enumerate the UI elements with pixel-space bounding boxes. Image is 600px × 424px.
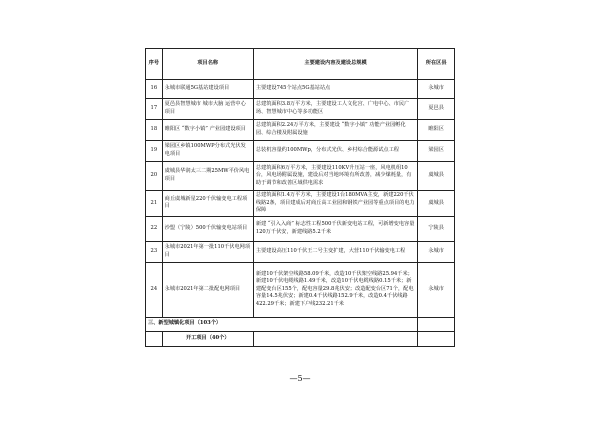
subsection-empty-cell [146, 331, 163, 346]
row-desc: 总建筑面积2.24万平方米，主要建设 “数字小镇” 功能产业园孵化园、综合楼及附属设施 [253, 120, 418, 141]
row-area: 夏邑县 [418, 99, 455, 120]
section-empty-cell [418, 317, 455, 331]
row-name: 夏邑县智慧城市 城市大脑 运营中心项目 [162, 99, 253, 120]
row-no: 17 [146, 99, 163, 120]
subsection-title: 开工项目（40个） [162, 331, 253, 346]
subsection-empty-cell [418, 331, 455, 346]
header-desc: 主要建设内容及建设总规模 [253, 49, 418, 80]
row-no: 19 [146, 141, 163, 162]
subsection-row [146, 331, 455, 346]
row-desc: 新建 “引入入商” 标志性工程500千伏新变电站工程，可新增变电容量120万千伏安，新建线路5.2千米 [253, 216, 418, 241]
row-name: 永城市2021年第二批配电网项目 [162, 262, 253, 317]
row-no: 23 [146, 241, 163, 262]
page-number: —5— [289, 374, 311, 383]
row-no: 16 [146, 80, 163, 99]
table-row [146, 80, 455, 99]
row-name: 永城市联通5G基站建设项目 [162, 80, 253, 99]
project-table [145, 48, 455, 347]
row-name: 商丘虞城新星220千伏输变电工程项目 [162, 191, 253, 217]
table-row [146, 141, 455, 162]
row-area: 虞城县 [418, 162, 455, 191]
row-desc: 主要建设高压110千伏王二号主变扩建，大营110千伏输变电工程 [253, 241, 418, 262]
row-no: 20 [146, 162, 163, 191]
row-desc: 总装机容量约100MWp，分布式光伏、乡村综合能源试点工程 [253, 141, 418, 162]
row-desc: 总建筑面积6万平方米，主要建设110KV升压站一座，风电机组10台，风电场附属设施，建设后对当地环境有所改善，减少煤耗量，有助于调节和改善区域供电需求 [253, 162, 418, 191]
row-desc: 主要建设745个站点5G基站站点 [253, 80, 418, 99]
header-name: 项目名称 [162, 49, 253, 80]
header-area: 所在区县 [418, 49, 455, 80]
table-row [146, 120, 455, 141]
table-row [146, 216, 455, 241]
row-name: 沙盟（宁陵）500千伏输变电站项目 [162, 216, 253, 241]
table-row [146, 262, 455, 317]
row-no: 18 [146, 120, 163, 141]
row-no: 21 [146, 191, 163, 217]
section-title: 三、新型城镇化项目（103个） [146, 317, 418, 331]
row-name: 永城市2021年第一批110千伏电网项目 [162, 241, 253, 262]
row-area: 虞城县 [418, 191, 455, 217]
row-area: 睢阳区 [418, 120, 455, 141]
table-row [146, 241, 455, 262]
section-row [146, 317, 455, 331]
subsection-empty-cell [253, 331, 418, 346]
row-name: 虞城县华润太三二期25MW平价风电项目 [162, 162, 253, 191]
row-name: 梁园区乡镇100MWP分布式光伏发电项目 [162, 141, 253, 162]
row-area: 永城市 [418, 80, 455, 99]
row-desc: 总建筑面积1.4万平方米，主要建设1台180MVA主变，新建220千伏线路2条，项目建成后对商丘高工业园和钢铁产业园等重点项目的电力保障 [253, 191, 418, 217]
header-no: 序号 [146, 49, 163, 80]
table-row [146, 162, 455, 191]
row-no: 24 [146, 262, 163, 317]
row-area: 永城市 [418, 241, 455, 262]
row-area: 永城市 [418, 262, 455, 317]
row-no: 22 [146, 216, 163, 241]
table-row [146, 191, 455, 217]
row-name: 睢阳区 “数字小镇” 产业园建设项目 [162, 120, 253, 141]
row-area: 宁陵县 [418, 216, 455, 241]
row-desc: 新建10千伏架空线路58.09千米，改造10千伏架空线路25.94千米；新建10千伏电缆线路1.49千米，改造10千伏电缆线路0.15千米；新建配变台区155个，配电容量29.8兆伏安；改造配变台区71个，配电容量14.5兆伏安；新建0.4千伏线路152.9千米，改造0.4千伏线路422.29千米；新建下户线232.21千米 [253, 262, 418, 317]
row-area: 梁园区 [418, 141, 455, 162]
table-row [146, 99, 455, 120]
table-header-row [146, 49, 455, 80]
row-desc: 总建筑面积3.8万平方米，主要建设工人文化宫、广电中心、市民广场、智慧城市中心等多功能区 [253, 99, 418, 120]
